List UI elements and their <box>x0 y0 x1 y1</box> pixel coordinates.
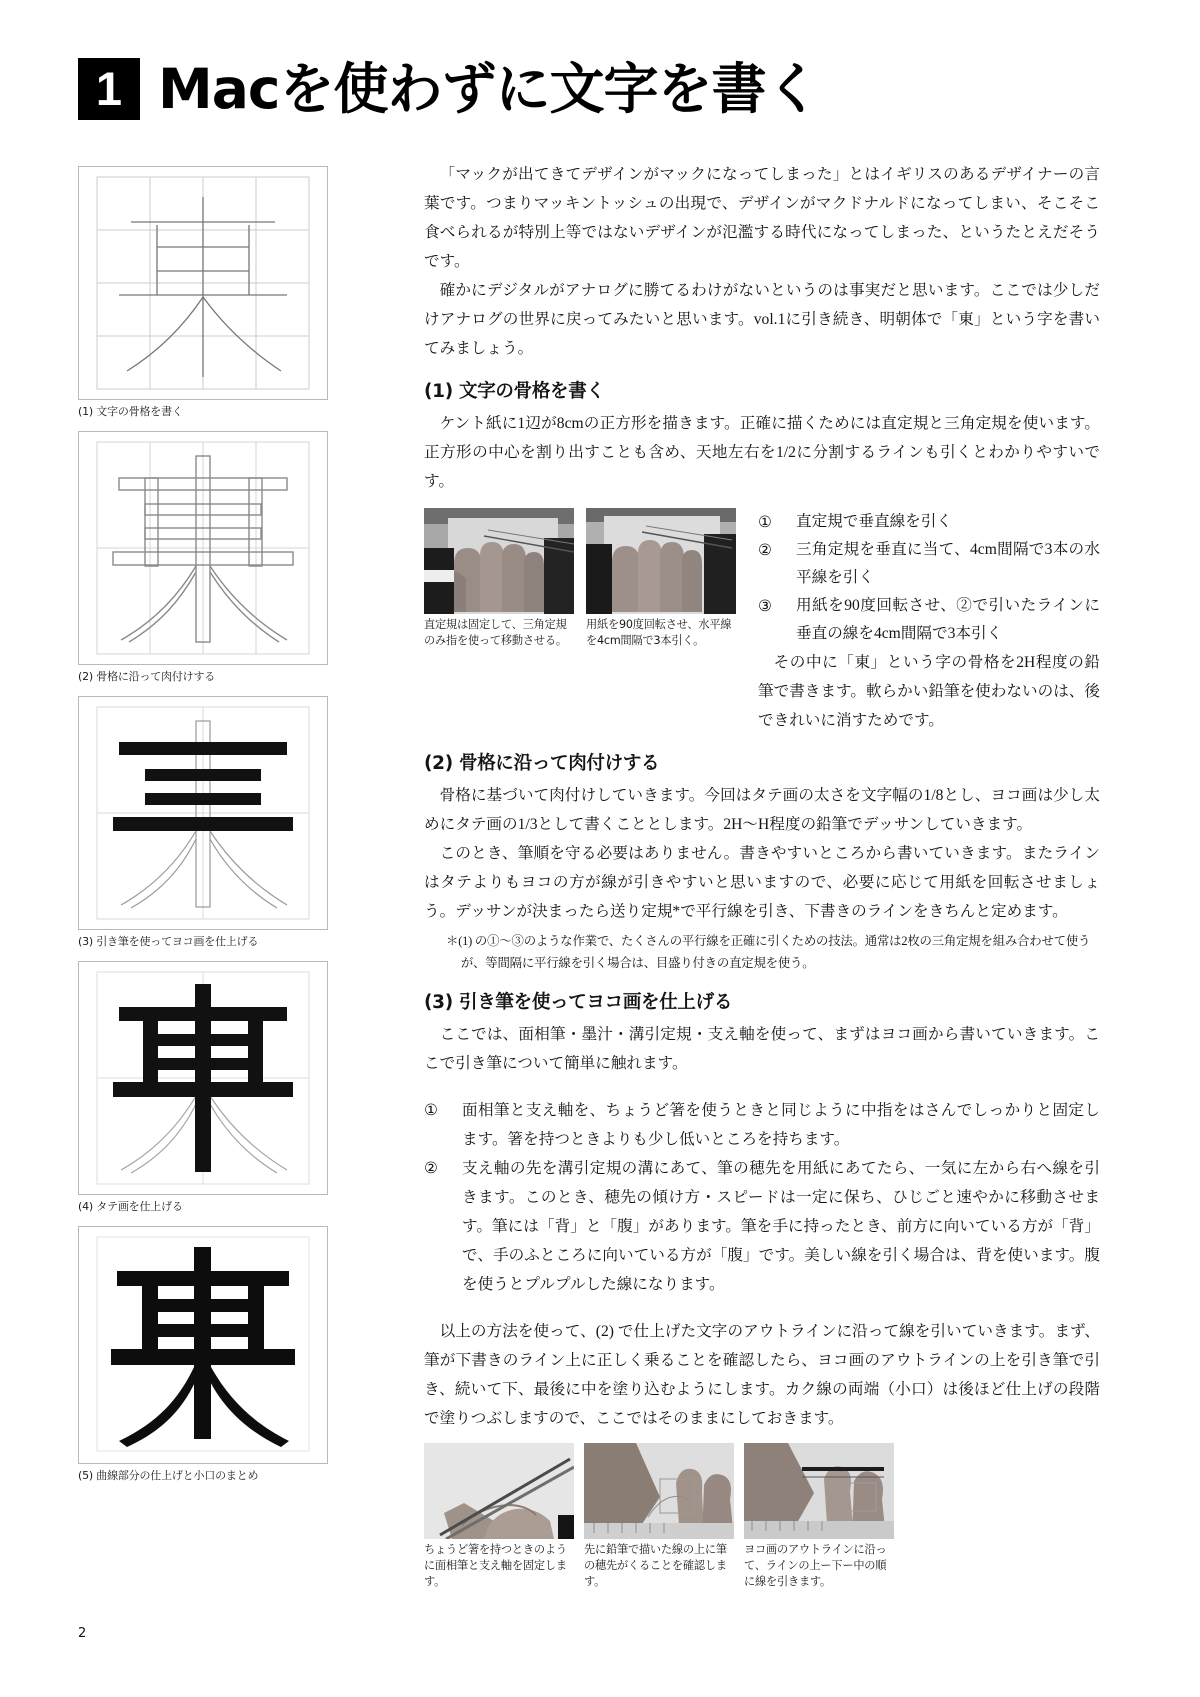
kanji-outline-drawing <box>79 432 327 664</box>
figure-5-caption: (5) 曲線部分の仕上げと小口のまとめ <box>78 1469 259 1482</box>
photo-item-check-tip <box>584 1443 734 1590</box>
figure-2 <box>78 431 328 684</box>
photo-hands-ruler-2 <box>586 508 736 614</box>
section-1-heading: (1) 文字の骨格を書く <box>424 381 605 402</box>
spacer <box>424 1078 1100 1096</box>
list-item <box>424 1154 1100 1299</box>
list-text: 直定規で垂直線を引く <box>796 513 952 530</box>
photo-check-tip <box>584 1443 734 1539</box>
footnote-line-1: ＊(1) の①〜③のような作業で、たくさんの平行線を正確に引くための技法。通常は2枚の三角定規を組み合わせて使う <box>446 934 1091 948</box>
list-marker: ① <box>758 514 772 531</box>
photo-caption-rotate-paper: 用紙を90度回転させ、水平線を4cm間隔で3本引く。 <box>586 618 732 647</box>
list-text: 三角定規を垂直に当て、4cm間隔で3本の水平線を引く <box>796 541 1100 586</box>
kanji-finished-drawing <box>79 1227 327 1463</box>
section-3-photo-row <box>424 1443 1100 1590</box>
list-marker: ① <box>424 1102 438 1119</box>
figure-1 <box>78 166 328 419</box>
photo-hold-brush <box>424 1443 574 1539</box>
section-3-heading: (3) 引き筆を使ってヨコ画を仕上げる <box>424 992 733 1013</box>
photo-caption-ruler-fixed: 直定規は固定して、三角定規のみ指を使って移動させる。 <box>424 618 567 647</box>
photo-brush-tip-check <box>584 1443 734 1539</box>
photo-brush-grip <box>424 1443 574 1539</box>
section-1-steps <box>748 508 1100 735</box>
figure-1-caption: (1) 文字の骨格を書く <box>78 405 183 418</box>
figure-4 <box>78 961 328 1214</box>
section-2-paragraph-1: 骨格に基づいて肉付けしていきます。今回はタテ画の太さを文字幅の1/8とし、ヨコ画は少し太めにタテ画の1/3として書くこととします。2H〜H程度の鉛筆でデッサンしていきます。 <box>424 787 1100 833</box>
section-3-step-list <box>424 1096 1100 1299</box>
photo-rotate-paper <box>586 508 736 614</box>
kanji-horizontal-strokes-drawing <box>79 697 327 929</box>
photo-caption-draw-line: ヨコ画のアウトラインに沿って、ラインの上ー下ー中の順に線を引きます。 <box>744 1543 887 1588</box>
list-marker: ③ <box>758 598 772 615</box>
figure-2-caption: (2) 骨格に沿って肉付けする <box>78 670 216 683</box>
figure-3 <box>78 696 328 949</box>
figure-5 <box>78 1226 328 1483</box>
figure-4-caption: (4) タテ画を仕上げる <box>78 1200 183 1213</box>
photo-item-rotate-paper <box>586 508 736 649</box>
figure-3-caption: (3) 引き筆を使ってヨコ画を仕上げる <box>78 935 259 948</box>
intro-paragraph-2: 確かにデジタルがアナログに勝てるわけがないというのは事実だと思います。ここでは少しだけアナログの世界に戻ってみたいと思います。vol.1に引き続き、明朝体で「東」という字を書いてみましょう。 <box>424 282 1100 357</box>
photo-ruler-fixed <box>424 508 574 614</box>
page-header <box>78 58 819 120</box>
figure-5-image <box>78 1226 328 1464</box>
figure-1-image <box>78 166 328 400</box>
figure-4-image <box>78 961 328 1195</box>
photo-item-draw-line <box>744 1443 894 1590</box>
list-item <box>758 536 1100 592</box>
photo-hands-ruler-1 <box>424 508 574 614</box>
article-body <box>424 160 1100 1590</box>
spacer <box>424 1299 1100 1317</box>
list-marker: ② <box>758 542 772 559</box>
photo-draw-line <box>744 1443 894 1539</box>
section-2-heading: (2) 骨格に沿って肉付けする <box>424 753 660 774</box>
list-item <box>758 508 1100 536</box>
section-3-paragraph-1: ここでは、面相筆・墨汁・溝引定規・支え軸を使って、まずはヨコ画から書いていきます。ここで引き筆について簡単に触れます。 <box>424 1026 1100 1072</box>
list-text: 用紙を90度回転させ、②で引いたラインに垂直の線を4cm間隔で3本引く <box>796 597 1100 642</box>
section-number-badge: 1 <box>78 58 140 120</box>
kanji-skeleton-drawing <box>79 167 327 399</box>
section-1-paragraph-2: その中に「東」という字の骨格を2H程度の鉛筆で書きます。軟らかい鉛筆を使わないのは、後できれいに消すためです。 <box>758 654 1100 729</box>
figure-column <box>78 166 328 1495</box>
photo-caption-check-tip: 先に鉛筆で描いた線の上に筆の穂先がくることを確認します。 <box>584 1543 727 1588</box>
list-text: 面相筆と支え軸を、ちょうど箸を使うときと同じように中指をはさんでしっかりと固定します。箸を持つときよりも少し低いところを持ちます。 <box>462 1102 1100 1148</box>
section-2-footnote <box>446 930 1100 974</box>
list-item <box>424 1096 1100 1154</box>
photo-item-hold-brush <box>424 1443 574 1590</box>
photo-caption-hold-brush: ちょうど箸を持つときのように面相筆と支え軸を固定します。 <box>424 1543 567 1588</box>
section-3-paragraph-2: 以上の方法を使って、(2) で仕上げた文字のアウトラインに沿って線を引いていきます。まず、筆が下書きのライン上に正しく乗ることを確認したら、ヨコ画のアウトラインの上を引き筆で引き、続いて下、最後に中を塗り込むようにします。カク線の両端（小口）は後ほど仕上げの段階で塗りつぶしますので、ここではそのままにしておきます。 <box>424 1323 1100 1427</box>
kanji-vertical-strokes-drawing <box>79 962 327 1194</box>
section-1-media-row <box>424 508 1100 735</box>
figure-2-image <box>78 431 328 665</box>
list-marker: ② <box>424 1160 438 1177</box>
intro-paragraph-1: 「マックが出てきてデザインがマックになってしまった」とはイギリスのあるデザイナーの言葉です。つまりマッキントッシュの出現で、デザインがマクドナルドになってしまい、そこそこ食べられるが特別上等ではないデザインが氾濫する時代になってしまった、というたとえだそうです。 <box>424 166 1100 270</box>
footnote-line-2: が、等間隔に平行線を引く場合は、目盛り付きの直定規を使う。 <box>460 956 815 970</box>
section-2-paragraph-2: このとき、筆順を守る必要はありません。書きやすいところから書いていきます。またラインはタテよりもヨコの方が線が引きやすいと思いますので、必要に応じて用紙を回転させましょう。デッサンが決まったら送り定規*で平行線を引き、下書きのラインをきちんと定めます。 <box>424 845 1100 920</box>
photo-drawing-line <box>744 1443 894 1539</box>
figure-3-image <box>78 696 328 930</box>
list-item <box>758 592 1100 648</box>
section-1-step-list <box>758 508 1100 648</box>
list-text: 支え軸の先を溝引定規の溝にあて、筆の穂先を用紙にあてたら、一気に左から右へ線を引きます。このとき、穂先の傾け方・スピードは一定に保ち、ひじごと速やかに移動させます。筆には「背」と「腹」があります。筆を手に持ったとき、前方に向いている方が「背」で、手のふところに向いている方が「腹」です。美しい線を引く場合は、背を使います。腹を使うとプルプルした線になります。 <box>462 1160 1100 1293</box>
photo-item-ruler-fixed <box>424 508 574 649</box>
section-1-paragraph-1: ケント紙に1辺が8cmの正方形を描きます。正確に描くためには直定規と三角定規を使います。正方形の中心を割り出すことも含め、天地左右を1/2に分割するラインも引くとわかりやすいです。 <box>424 415 1100 490</box>
page-number: 2 <box>78 1626 87 1641</box>
page-title: Macを使わずに文字を書く <box>158 57 820 121</box>
